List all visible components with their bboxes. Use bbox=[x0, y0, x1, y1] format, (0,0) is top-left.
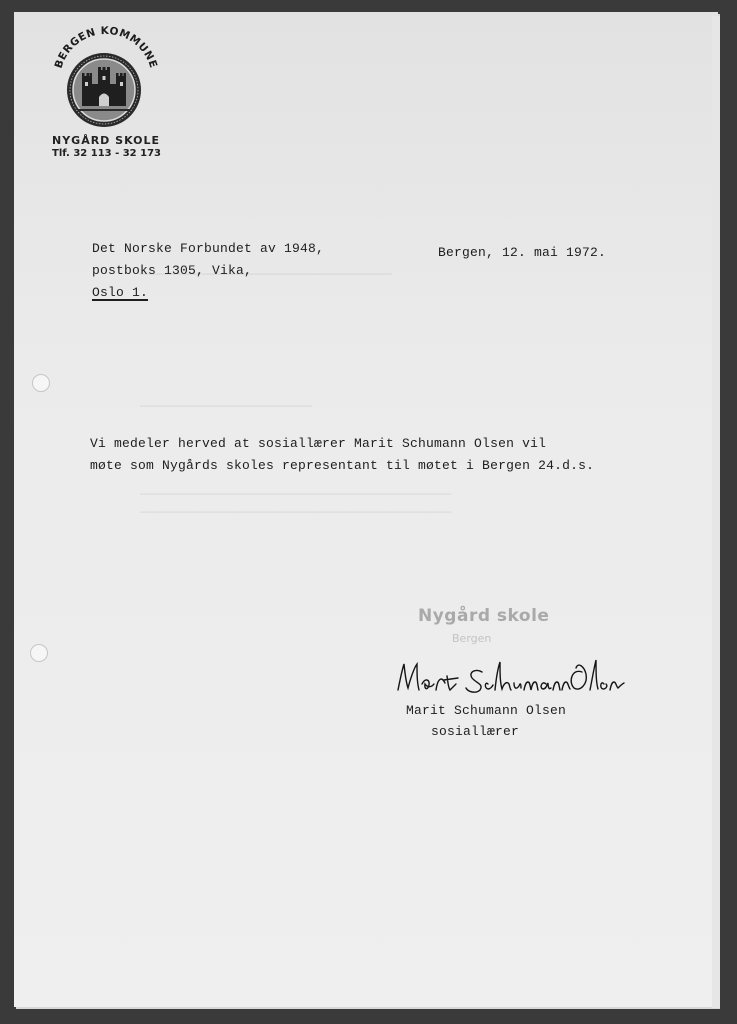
bleed-through-text bbox=[140, 400, 312, 414]
handwritten-signature bbox=[392, 650, 628, 702]
recipient-line-3: Oslo 1. bbox=[92, 285, 149, 300]
body-line-1: Vi medeler herved at sosiallærer Marit Schumann Olsen vil bbox=[90, 436, 547, 451]
punch-hole bbox=[32, 374, 50, 392]
school-stamp: Nygård skole bbox=[418, 606, 550, 626]
bleed-through-text bbox=[140, 506, 451, 520]
bergen-kommune-seal-icon bbox=[48, 18, 160, 130]
signatory-name: Marit Schumann Olsen bbox=[406, 703, 567, 718]
school-stamp-place: Bergen bbox=[452, 632, 492, 645]
recipient-line-2: postboks 1305, Vika, bbox=[92, 263, 253, 278]
date-line: Bergen, 12. mai 1972. bbox=[438, 245, 607, 260]
seal-text: BERGEN KOMMUNE bbox=[52, 24, 160, 70]
school-phone: Tlf. 32 113 - 32 173 bbox=[52, 148, 161, 159]
signatory-title: sosiallærer bbox=[431, 724, 520, 739]
body-line-2: møte som Nygårds skoles representant til møtet i Bergen 24.d.s. bbox=[90, 458, 595, 473]
school-name: NYGÅRD SKOLE bbox=[52, 134, 160, 147]
punch-hole bbox=[30, 644, 48, 662]
page-edge bbox=[712, 16, 720, 1008]
recipient-line-1: Det Norske Forbundet av 1948, bbox=[92, 241, 325, 256]
bleed-through-text bbox=[140, 488, 451, 502]
